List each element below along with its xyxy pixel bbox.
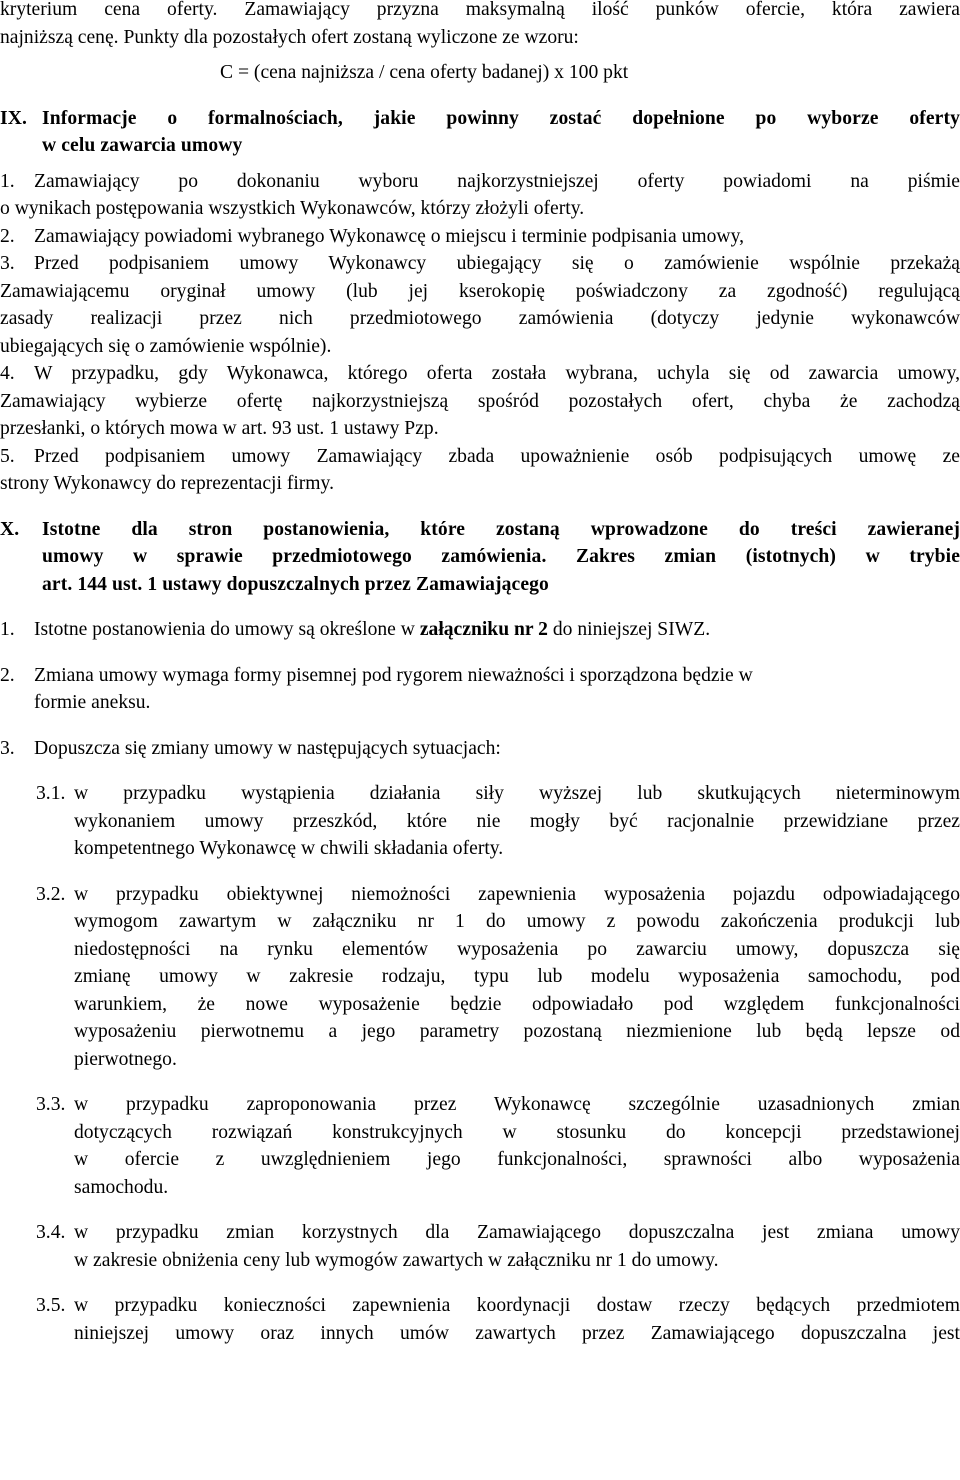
list-item-line: Zamawiający powiadomi wybranego Wykonawcę o miejscu i terminie podpisania umowy,	[34, 225, 744, 247]
section-x-number: X.	[0, 518, 20, 540]
list-item-line: o wynikach postępowania wszystkich Wykonawców, którzy złożyli oferty.	[0, 198, 585, 219]
list-item-line: W przypadku, gdy Wykonawca, którego oferta została wybrana, uchyla się od zawarcia umowy,	[34, 363, 960, 384]
sub-item-line: wyposażeniu pierwotnemu a jego parametry pozostaną niezmienione lub będą lepsze od	[74, 1021, 960, 1042]
sub-item-line: wymogom zawartym w załączniku nr 1 do umowy z powodu zakończenia produkcji lub	[74, 911, 960, 932]
section-x-heading	[0, 516, 960, 599]
list-item-line: ubiegających się o zamówienie wspólnie).	[0, 335, 332, 357]
sub-item-number: 3.4.	[36, 1222, 66, 1243]
section-ix-title-line-1: Informacje o formalnościach, jakie powinny zostać dopełnione po wyborze oferty	[42, 107, 960, 129]
list-item-number: 2.	[0, 225, 15, 247]
sub-item-line: niedostępności na rynku elementów wyposażenia po zawarciu umowy, dopuszcza się	[74, 938, 960, 960]
list-item	[0, 360, 960, 388]
sub-list-item	[36, 780, 960, 863]
sub-item-line: warunkiem, że nowe wyposażenie będzie odpowiadało pod względem funkcjonalności	[74, 993, 960, 1015]
sub-item-number: 3.1.	[36, 783, 66, 804]
list-item-line: przesłanki, o których mowa w art. 93 ust. 1 ustawy Pzp.	[0, 418, 439, 439]
sub-item-line: niniejszej umowy oraz innych umów zawartych przez Zamawiającego dopuszczalna jest	[74, 1322, 960, 1344]
list-item-line: Dopuszcza się zmiany umowy w następujących sytuacjach:	[34, 737, 501, 759]
sub-item-number: 3.3.	[36, 1094, 66, 1115]
list-item	[0, 168, 960, 196]
list-item-line: zasady realizacji przez nich przedmiotowego zamówienia (dotyczy jedynie wykonawców	[0, 308, 960, 329]
list-item-line: Zamawiający po dokonaniu wyboru najkorzystniejszej oferty powiadomi na piśmie	[34, 170, 960, 192]
list-item	[0, 735, 960, 763]
list-item	[0, 250, 960, 278]
intro-line-1: kryterium cena oferty. Zamawiający przyzna maksymalną ilość punków ofercie, która zawiera	[0, 0, 960, 20]
sub-item-number: 3.2.	[36, 883, 66, 905]
section-ix-heading	[0, 105, 960, 160]
list-item-line: Zmiana umowy wymaga formy pisemnej pod rygorem nieważności i sporządzona będzie w	[34, 664, 753, 686]
sub-item-line: w przypadku zaproponowania przez Wykonawcę szczególnie uzasadnionych zmian	[74, 1094, 960, 1115]
score-formula: C = (cena najniższa / cena oferty badanej) x 100 pkt	[220, 62, 629, 83]
list-item-number: 5.	[0, 445, 15, 467]
list-item	[0, 223, 960, 251]
list-item-line: Przed podpisaniem umowy Zamawiający zbada upoważnienie osób podpisujących umowę ze	[34, 445, 960, 467]
list-item-line: Przed podpisaniem umowy Wykonawcy ubiegający się o zamówienie wspólnie przekażą	[34, 253, 960, 274]
sub-list-item	[36, 881, 960, 1074]
list-item-line: formie aneksu.	[34, 692, 151, 713]
intro-line-2: najniższą cenę. Punkty dla pozostałych ofert zostaną wyliczone ze wzoru:	[0, 26, 579, 48]
section-x-title-line-1: Istotne dla stron postanowienia, które zostaną wprowadzone do treści zawieranej	[42, 518, 960, 540]
list-item	[0, 616, 960, 644]
section-ix-number: IX.	[0, 107, 27, 129]
section-x-title-line-2: umowy w sprawie przedmiotowego zamówienia. Zakres zmian (istotnych) w trybie	[42, 546, 960, 567]
list-item-line: strony Wykonawcy do reprezentacji firmy.	[0, 473, 334, 494]
list-item-line: Zamawiającemu oryginał umowy (lub jej kserokopię poświadczony za zgodność) regulującą	[0, 280, 960, 302]
sub-item-line: w przypadku wystąpienia działania siły wyższej lub skutkujących nieterminowym	[74, 783, 960, 804]
sub-list-item	[36, 1219, 960, 1274]
list-item	[0, 662, 960, 717]
sub-item-line: pierwotnego.	[74, 1048, 177, 1070]
section-x-title-line-3: art. 144 ust. 1 ustawy dopuszczalnych przez Zamawiającego	[42, 573, 549, 595]
list-item-number: 3.	[0, 253, 15, 274]
sub-item-line: w zakresie obniżenia ceny lub wymogów zawartych w załączniku nr 1 do umowy.	[74, 1249, 719, 1271]
list-item-number: 2.	[0, 664, 15, 686]
sub-item-line: zmianę umowy w zakresie rodzaju, typu lub modelu wyposażenia samochodu, pod	[74, 966, 960, 987]
list-item-number: 1.	[0, 619, 15, 640]
list-item-number: 4.	[0, 363, 15, 384]
item-text: do niniejszej SIWZ.	[547, 619, 711, 640]
sub-item-line: wykonaniem umowy przeszkód, które nie mogły być racjonalnie przewidziane przez	[74, 810, 960, 832]
section-ix-title-line-2: w celu zawarcia umowy	[42, 135, 243, 156]
sub-item-line: w przypadku konieczności zapewnienia koordynacji dostaw rzeczy będących przedmiotem	[74, 1295, 960, 1316]
item-text: Istotne postanowienia do umowy są określone w	[34, 619, 420, 640]
list-item-line	[34, 616, 960, 644]
sub-list-item	[36, 1292, 960, 1347]
sub-item-line: kompetentnego Wykonawcę w chwili składania oferty.	[74, 838, 504, 859]
sub-item-line: w przypadku obiektywnej niemożności zapewnienia wyposażenia pojazdu odpowiadającego	[74, 883, 960, 905]
list-item-line: Zamawiający wybierze ofertę najkorzystniejszą spośród pozostałych ofert, chyba że zachodzą	[0, 390, 960, 412]
list-item-number: 1.	[0, 170, 15, 192]
sub-item-line: dotyczących rozwiązań konstrukcyjnych w stosunku do koncepcji przedstawionej	[74, 1121, 960, 1143]
sub-item-line: w ofercie z uwzględnieniem jego funkcjonalności, sprawności albo wyposażenia	[74, 1149, 960, 1170]
list-item-number: 3.	[0, 737, 15, 759]
attachment-reference: załączniku nr 2	[419, 619, 548, 640]
sub-item-line: samochodu.	[74, 1176, 169, 1198]
sub-list-item	[36, 1091, 960, 1201]
list-item	[0, 443, 960, 471]
sub-item-number: 3.5.	[36, 1295, 66, 1316]
sub-item-line: w przypadku zmian korzystnych dla Zamawiającego dopuszczalna jest zmiana umowy	[74, 1222, 960, 1243]
